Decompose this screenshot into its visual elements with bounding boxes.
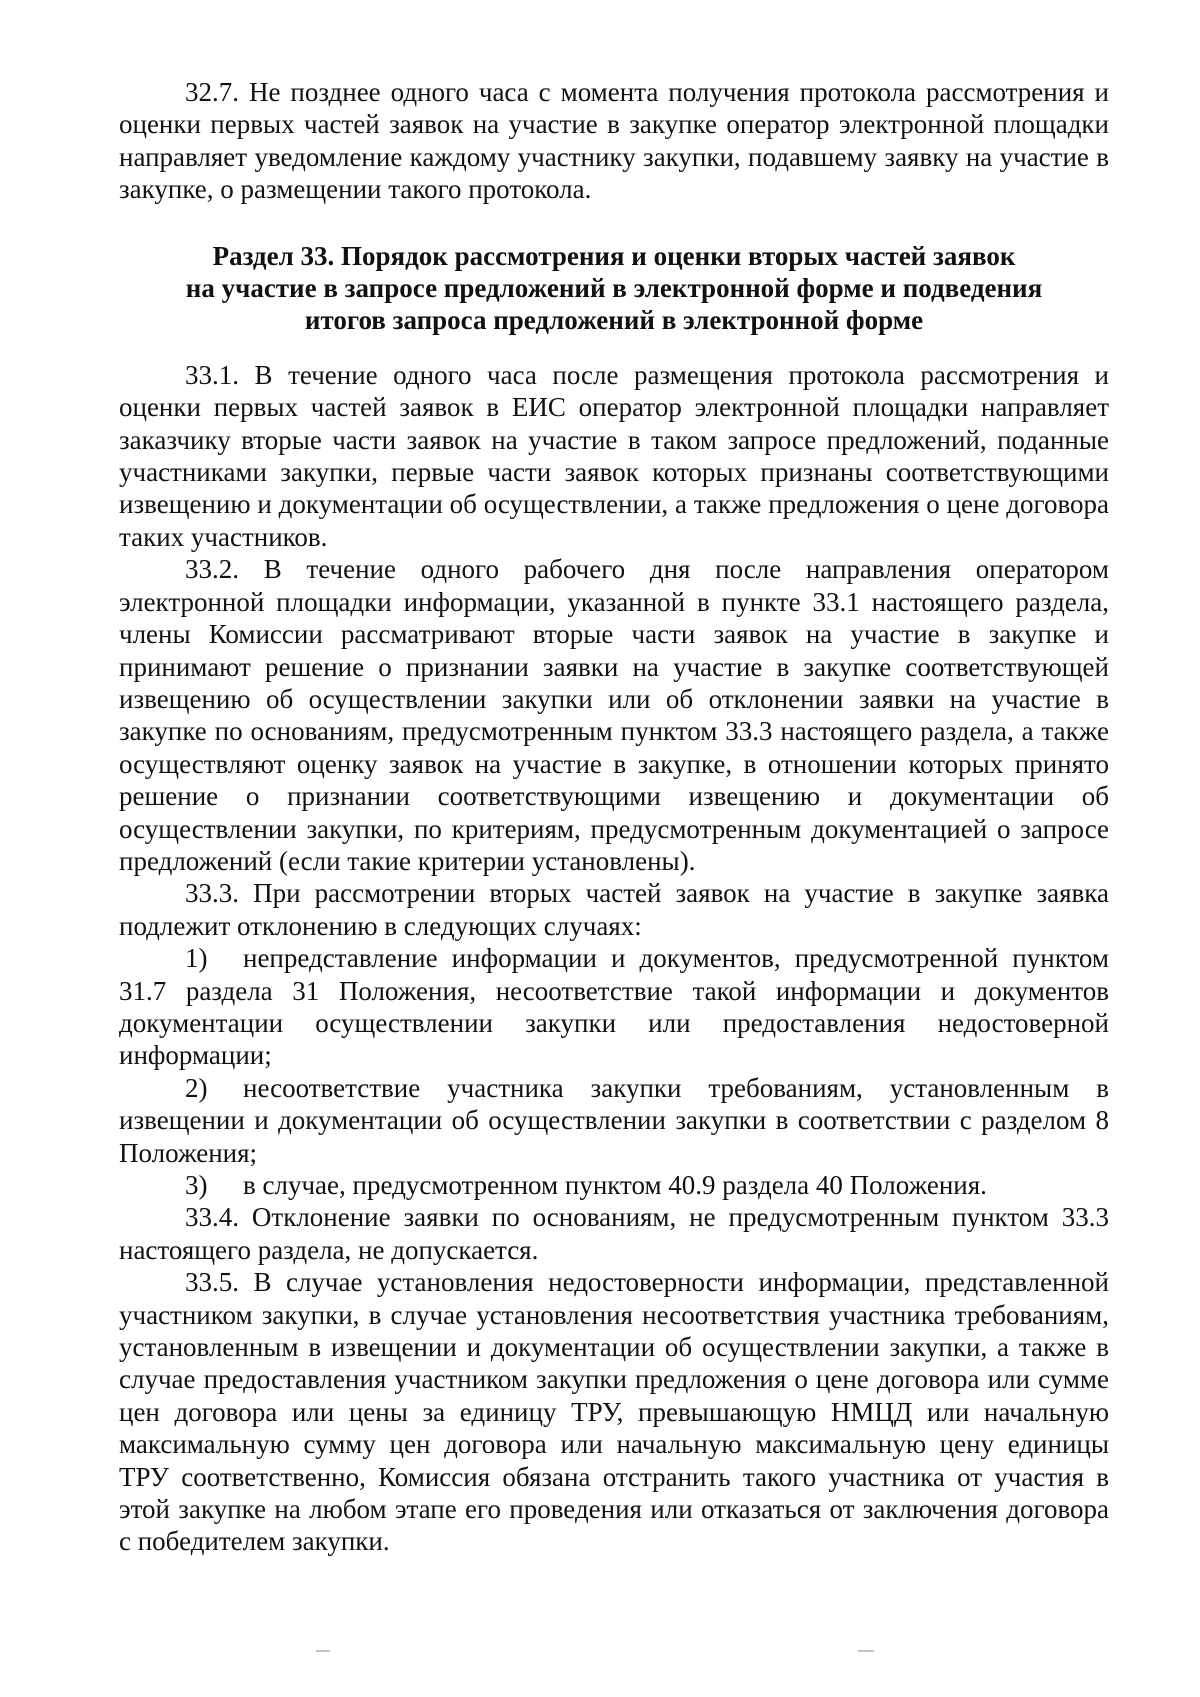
list-item-2 — [119, 1072, 1109, 1169]
scan-artifacts — [0, 1650, 1200, 1660]
paragraph-33-5: 33.5. В случае установления недостоверности информации, представленной участником закупки, в случае установления несоответствия участника требованиям, установленным в извещении и документации об осуществлении закупки, а также в случае предоставления участником закупки предложения о цене договора или сумме цен договора или цены за единицу ТРУ, превышающую НМЦД или начальную максимальную сумму цен договора или начальную максимальную цену единицы ТРУ соответственно, Комиссия обязана отстранить такого участника от участия в этой закупке на любом этапе его проведения или отказаться от заключения договора с победителем закупки. — [119, 1267, 1109, 1557]
list-item-number: 1) — [185, 943, 208, 974]
scan-mark-left — [316, 1650, 330, 1652]
section-heading-line-2: на участие в запросе предложений в электронной форме и подведения — [185, 273, 1043, 304]
paragraph-32-7: 32.7. Не позднее одного часа с момента получения протокола рассмотрения и оценки первых частей заявок на участие в закупке оператор электронной площадки направляет уведомление каждому участнику закупки, подавшему заявку на участие в закупке, о размещении такого протокола. — [119, 77, 1109, 205]
paragraph-33-2: 33.2. В течение одного рабочего дня после направления оператором электронной площадки информации, указанной в пункте 33.1 настоящего раздела, члены Комиссии рассматривают вторые части заявок на участие в закупке и принимают решение о признании заявки на участие в закупке соответствующей извещению об осуществлении закупки или об отклонении заявки на участие в закупке по основаниям, предусмотренным пунктом 33.3 настоящего раздела, а также осуществляют оценку заявок на участие в закупке, в отношении которых принято решение о признании соответствующими извещению и документации об осуществлении закупки, по критериям, предусмотренным документацией о запросе предложений (если такие критерии установлены). — [119, 554, 1109, 876]
paragraph-33-4: 33.4. Отклонение заявки по основаниям, не предусмотренным пунктом 33.3 настоящего раздела, не допускается. — [119, 1202, 1109, 1265]
list-item-number: 3) — [185, 1170, 208, 1200]
list-item-3 — [119, 1169, 1109, 1201]
list-item-1 — [119, 942, 1109, 1072]
list-item-text: непредставление информации и документов, предусмотренной пунктом 31.7 раздела 31 Положения, несоответствие такой информации и документов документации осуществлении закупки или предоставления недостоверной информации; — [119, 943, 1109, 1071]
paragraph-33-3: 33.3. При рассмотрении вторых частей заявок на участие в закупке заявка подлежит отклонению в следующих случаях: — [119, 878, 1109, 941]
list-item-text: несоответствие участника закупки требованиям, установленным в извещении и документации об осуществлении закупки в соответствии с разделом 8 Положения; — [119, 1072, 1109, 1168]
paragraph-33-1: 33.1. В течение одного часа после размещения протокола рассмотрения и оценки первых частей заявок в ЕИС оператор электронной площадки направляет заказчику вторые части заявок на участие в таком запросе предложений, поданные участниками закупки, первые части заявок которых признаны соответствующими извещению и документации об осуществлении, а также предложения о цене договора таких участников. — [119, 359, 1109, 552]
section-heading — [119, 240, 1109, 337]
scan-mark-right — [858, 1650, 874, 1652]
list-item-number: 2) — [185, 1072, 208, 1103]
list-item-text: в случае, предусмотренном пунктом 40.9 раздела 40 Положения. — [243, 1170, 987, 1200]
document-body — [119, 76, 1109, 1558]
section-heading-line-3: итогов запроса предложений в электронной форме — [304, 305, 924, 336]
section-heading-line-1: Раздел 33. Порядок рассмотрения и оценки вторых частей заявок — [212, 240, 1016, 271]
